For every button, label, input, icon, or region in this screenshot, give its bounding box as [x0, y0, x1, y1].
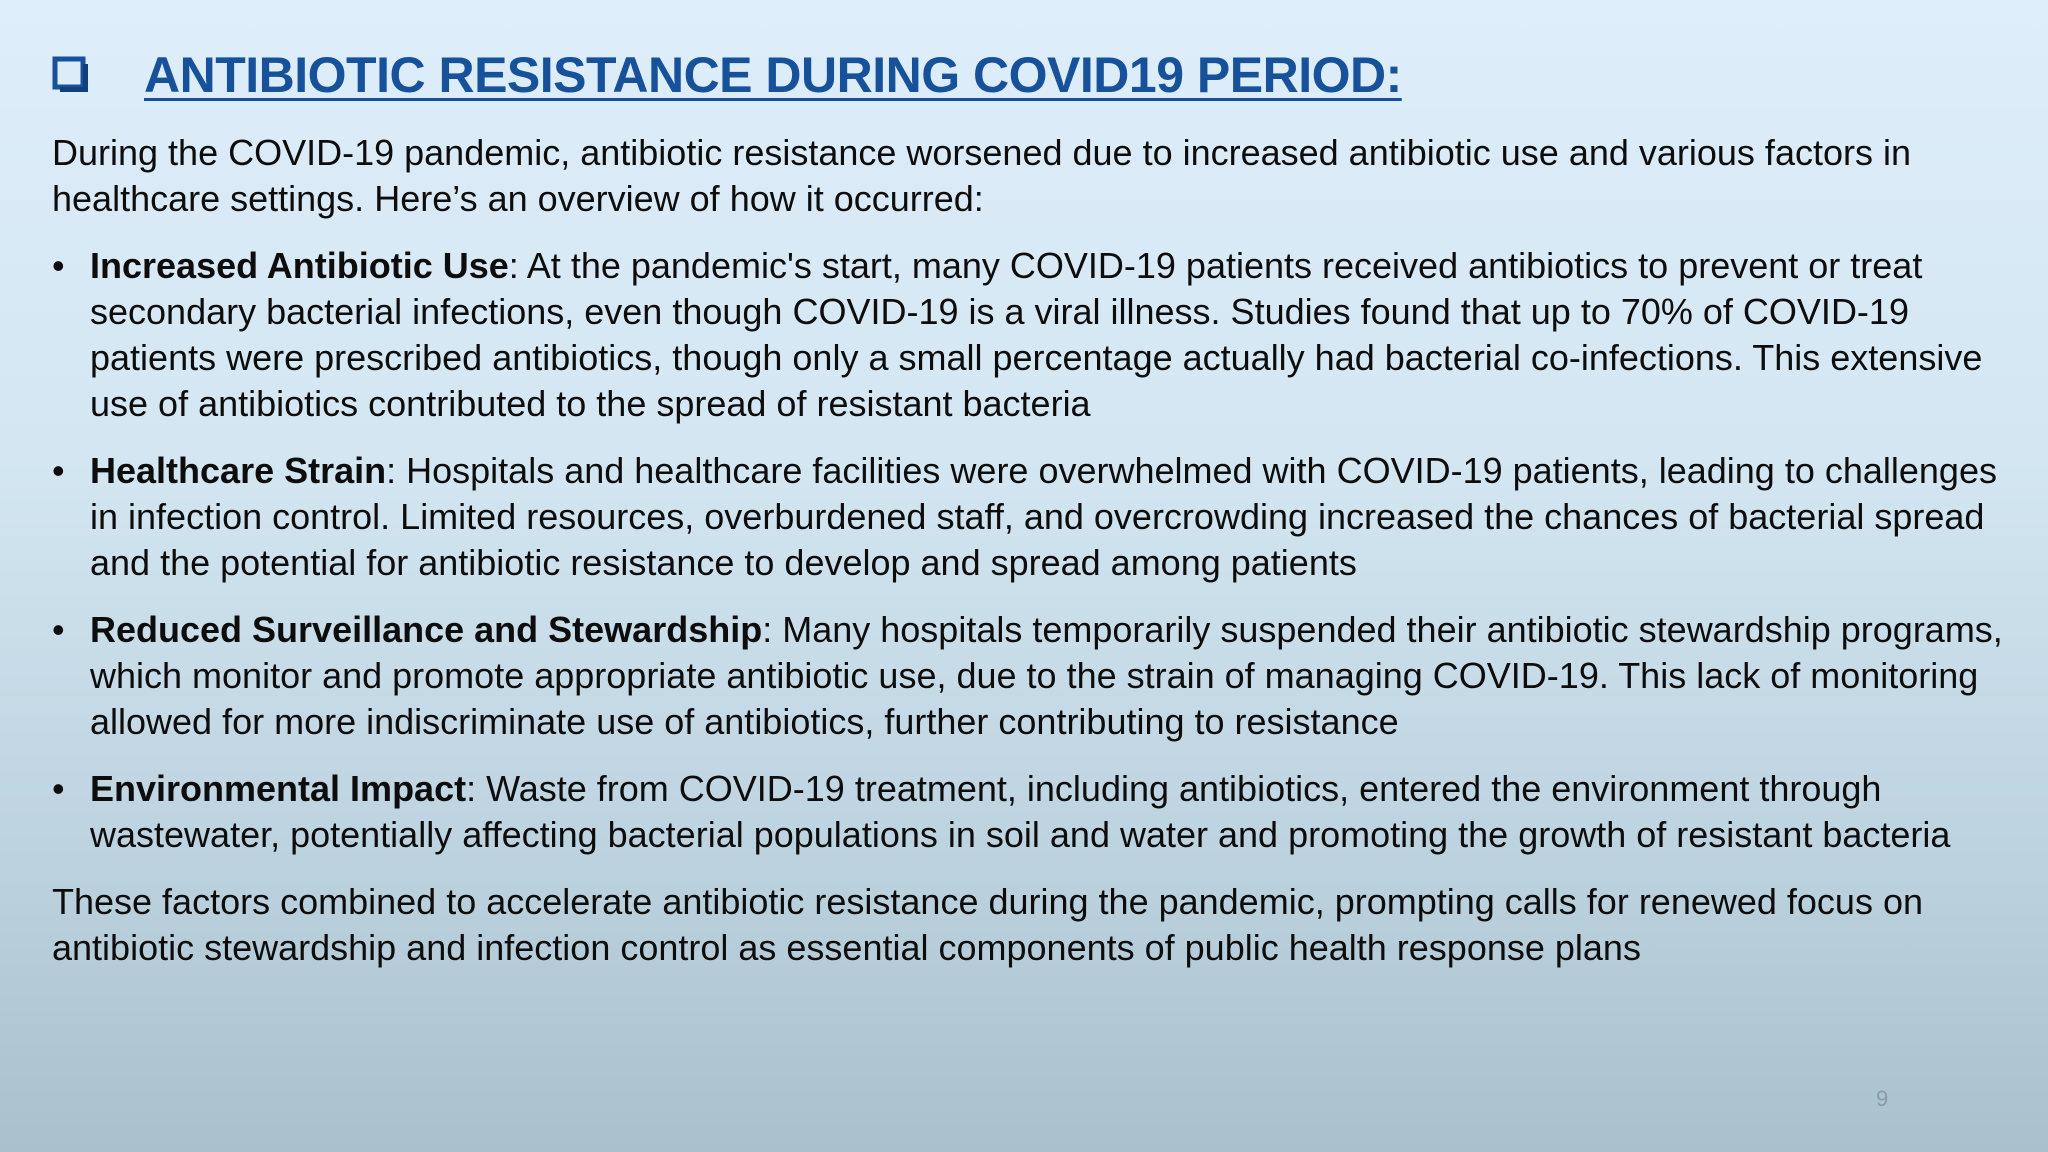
bullet-item [52, 448, 2012, 586]
bullet-term: Healthcare Strain [90, 450, 387, 491]
title-row [52, 46, 1402, 104]
bullet-item [52, 766, 2012, 858]
bullet-item [52, 607, 2012, 745]
bullet-text: : At the pandemic's start, many COVID-19 patients received antibiotics to prevent or treat secondary bacterial infections, even though COVID-19 is a viral illness. Studies found that up to 70% of COVID-19 patients were prescribed antibiotics, though only a small percentage actually had bacterial co-infections. This extensive use of antibiotics contributed to the spread of resistant bacteria [90, 245, 1983, 424]
bullet-term: Reduced Surveillance and Stewardship [90, 609, 763, 650]
bullet-text: : Waste from COVID-19 treatment, including antibiotics, entered the environment through wastewater, potentially affecting bacterial populations in soil and water and promoting the growth of resistant bacteria [90, 768, 1951, 855]
page-number: 9 [1876, 1086, 1889, 1111]
bullet-dot-icon: • [52, 450, 65, 491]
bullet-dot-icon: • [52, 768, 65, 809]
slide-body [52, 130, 2012, 992]
bullet-text: : Many hospitals temporarily suspended their antibiotic stewardship programs, which monitor and promote appropriate antibiotic use, due to the strain of managing COVID-19. This lack of monitoring allowed for more indiscriminate use of antibiotics, further contributing to resistance [90, 609, 2003, 742]
bullet-item [52, 243, 2012, 427]
bullet-list [52, 243, 2012, 858]
slide-title: ANTIBIOTIC RESISTANCE DURING COVID19 PERIOD: [144, 47, 1402, 103]
bullet-text: : Hospitals and healthcare facilities were overwhelmed with COVID-19 patients, leading to challenges in infection control. Limited resources, overburdened staff, and overcrowding increased the chances of bacterial spread and the potential for antibiotic resistance to develop and spread among patients [90, 450, 1997, 583]
checkbox-icon [52, 56, 90, 94]
intro-paragraph: During the COVID-19 pandemic, antibiotic resistance worsened due to increased antibiotic use and various factors in healthcare settings. Here’s an overview of how it occurred: [52, 132, 1911, 219]
conclusion-paragraph: These factors combined to accelerate antibiotic resistance during the pandemic, prompting calls for renewed focus on antibiotic stewardship and infection control as essential components of public health response plans [52, 881, 1923, 968]
bullet-term: Environmental Impact [90, 768, 467, 809]
bullet-dot-icon: • [52, 245, 65, 286]
bullet-term: Increased Antibiotic Use [90, 245, 509, 286]
bullet-dot-icon: • [52, 609, 65, 650]
